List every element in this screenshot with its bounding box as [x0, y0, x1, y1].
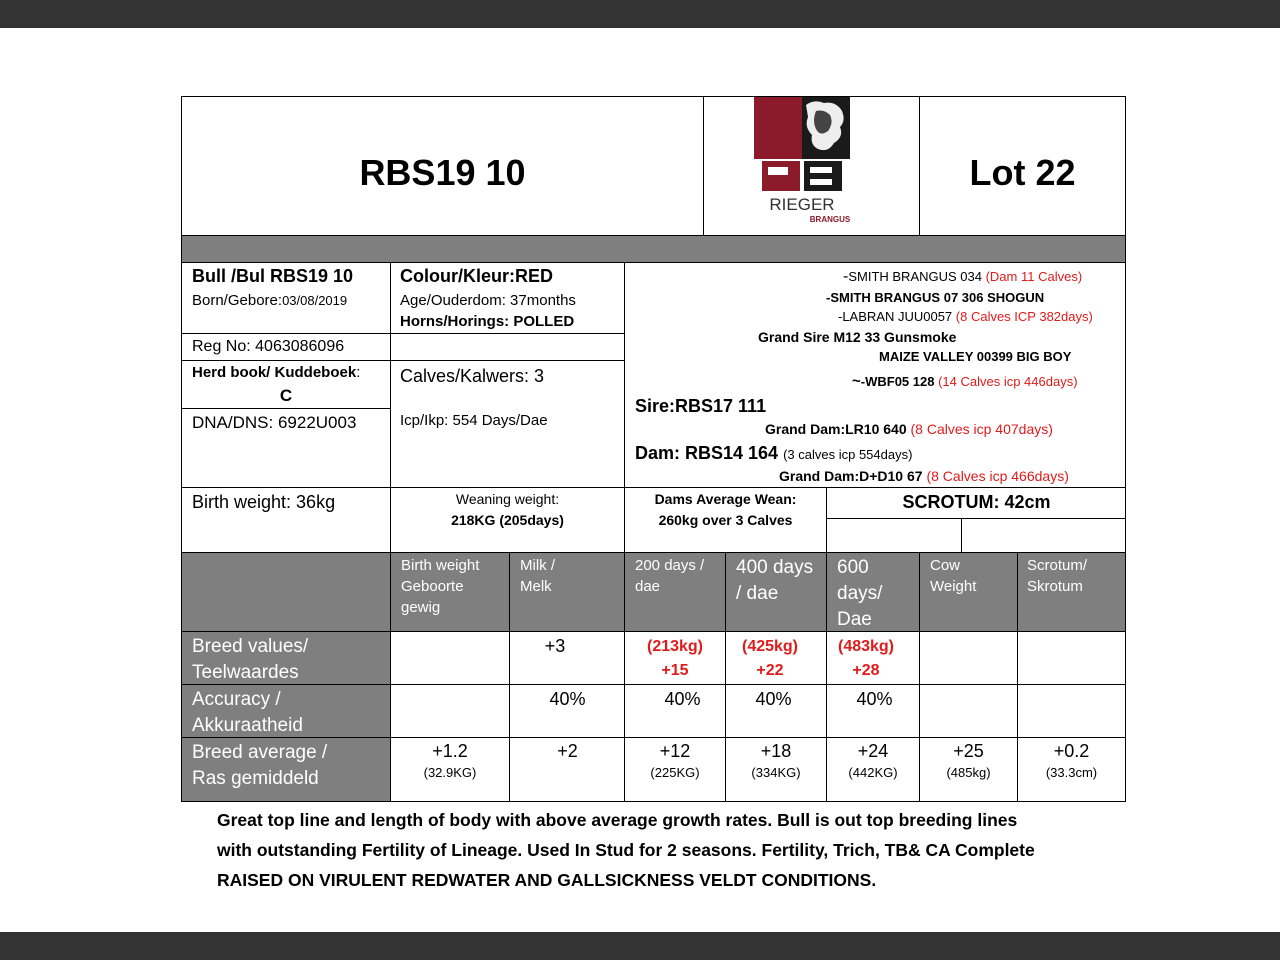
- acc-600-days: 40%: [856, 689, 893, 709]
- pedigree-line-2: -SMITH BRANGUS 07 306 SHOGUN: [826, 290, 1045, 305]
- sire: Sire:RBS17 111: [635, 396, 767, 416]
- row-label-breed-values: Breed values/ Teelwaardes: [192, 636, 309, 683]
- born-date: Born/Gebore:03/08/2019: [192, 292, 348, 309]
- colour: Colour/Kleur:RED: [400, 266, 553, 286]
- grey-separator-band: [182, 236, 1125, 262]
- acc-200-days: 40%: [664, 689, 701, 709]
- bv-400-days: (425kg) +22: [741, 638, 799, 679]
- bottom-frame-bar: [0, 932, 1280, 960]
- top-frame-bar: [0, 0, 1280, 28]
- header-cow-weight: Cow Weight: [930, 557, 977, 595]
- animal-id-title: RBS19 10: [359, 152, 526, 193]
- header-milk: Milk / Melk: [520, 557, 555, 595]
- row-label-accuracy: Accuracy / Akkuraatheid: [192, 689, 303, 736]
- ba-600-days: +24 (442KG): [848, 741, 898, 780]
- icp: Icp/Ikp: 554 Days/Dae: [400, 412, 548, 429]
- header-scrotum: Scrotum/ Skrotum: [1027, 557, 1088, 595]
- herd-book-value: C: [279, 386, 293, 405]
- weaning-label: Weaning weight:: [455, 491, 560, 507]
- acc-400-days: 40%: [755, 689, 792, 709]
- dna: DNA/DNS: 6922U003: [192, 413, 357, 432]
- birth-weight: Birth weight: 36kg: [192, 492, 336, 512]
- dams-avg-value: 260kg over 3 Calves: [658, 512, 793, 528]
- horns: Horns/Horings: POLLED: [400, 313, 575, 330]
- reg-no: Reg No: 4063086096: [192, 338, 345, 355]
- ba-cow-weight: +25 (485kg): [946, 741, 991, 780]
- ba-200-days: +12 (225KG): [650, 741, 700, 780]
- grand-sire: Grand Sire M12 33 Gunsmoke: [758, 329, 957, 345]
- dams-avg-label: Dams Average Wean:: [654, 491, 797, 507]
- herd-book-label: Herd book/ Kuddeboek:: [192, 364, 361, 381]
- rieger-brangus-logo: [754, 97, 850, 227]
- pedigree-line-6: ~-WBF05 128 (14 Calves icp 446days): [852, 373, 1078, 390]
- pedigree-line-1: -SMITH BRANGUS 034 (Dam 11 Calves): [843, 268, 1083, 285]
- bv-200-days: (213kg) +15: [646, 638, 704, 679]
- header-600-days: 600 days/ Dae: [837, 557, 883, 630]
- age: Age/Ouderdom: 37months: [400, 292, 576, 309]
- ba-scrotum: +0.2 (33.3cm): [1045, 741, 1098, 780]
- pedigree-line-5: MAIZE VALLEY 00399 BIG BOY: [879, 349, 1072, 364]
- lot-number: Lot 22: [969, 152, 1076, 193]
- logo-name: RIEGER: [769, 195, 835, 214]
- row-label-breed-average: Breed average / Ras gemiddeld: [192, 742, 328, 789]
- header-200-days: 200 days / dae: [635, 557, 705, 595]
- acc-milk: 40%: [549, 689, 586, 709]
- bv-600-days: (483kg) +28: [837, 638, 895, 679]
- bull-name: Bull /Bul RBS19 10: [192, 266, 354, 286]
- ba-400-days: +18 (334KG): [751, 741, 801, 780]
- ba-milk: +2: [557, 741, 578, 761]
- scrotum: SCROTUM: 42cm: [902, 492, 1051, 512]
- grand-dam-1: Grand Dam:LR10 640 (8 Calves icp 407days): [765, 421, 1053, 437]
- logo-sub: BRANGUS: [809, 215, 850, 224]
- description: Great top line and length of body with above average growth rates. Bull is out top breeding lines with outstanding Fertility of Lineage. Used In Stud for 2 seasons. Fertility, Trich, TB& CA Complete RAISED ON VIRULENT REDWATER AND GALLSICKNESS VELDT CONDITIONS.: [217, 810, 1035, 890]
- header-birth-weight: Birth weight Geboorte gewig: [401, 557, 480, 616]
- pedigree-line-3: -LABRAN JUU0057 (8 Calves ICP 382days): [838, 309, 1093, 324]
- ba-birth-weight: +1.2 (32.9KG): [423, 741, 477, 780]
- calves: Calves/Kalwers: 3: [400, 366, 545, 386]
- weaning-value: 218KG (205days): [451, 512, 564, 528]
- dam: Dam: RBS14 164 (3 calves icp 554days): [635, 443, 913, 463]
- header-400-days: 400 days / dae: [736, 557, 814, 604]
- bv-milk: +3: [544, 636, 566, 656]
- grand-dam-2: Grand Dam:D+D10 67 (8 Calves icp 466days): [779, 468, 1069, 484]
